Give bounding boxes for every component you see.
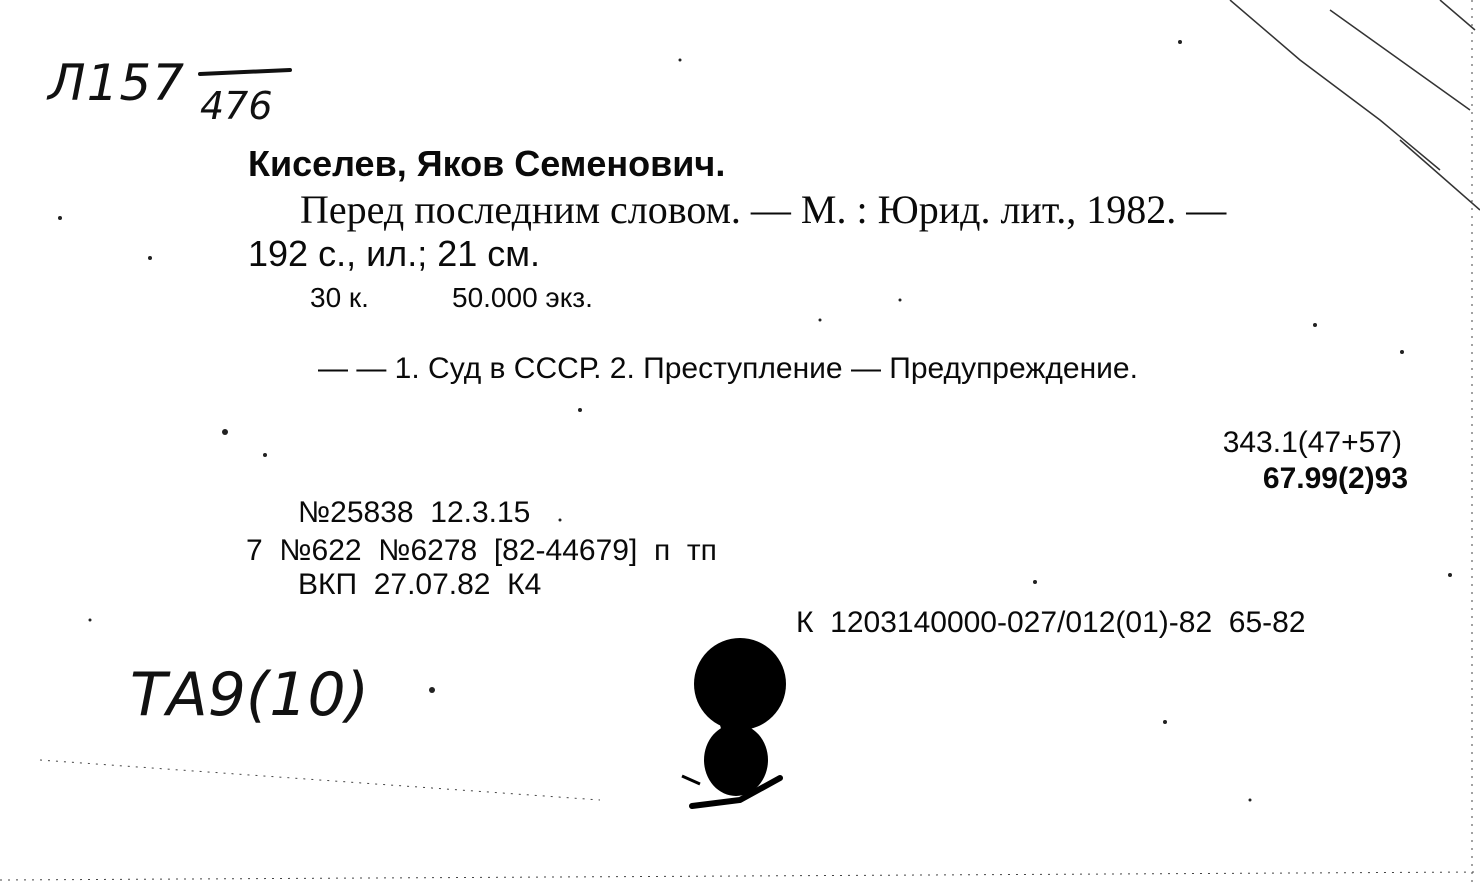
author-heading: Киселев, Яков Семенович. <box>248 143 726 184</box>
imprint-code: К 1203140000-027/012(01)-82 65-82 <box>796 606 1306 639</box>
accession-line-1: №25838 12.3.15 <box>298 496 531 529</box>
bbk-code: 67.99(2)93 <box>1262 462 1408 495</box>
title-publication-line: Перед последним словом. — М. : Юрид. лит., 1982. — <box>300 187 1227 232</box>
print-run: 50.000 экз. <box>452 282 593 313</box>
accession-line-3: ВКП 27.07.82 К4 <box>298 568 542 601</box>
handwritten-shelf-mark-top: Л157 <box>48 54 186 112</box>
handwritten-shelf-mark-bottom: ТА9(10) <box>130 660 370 730</box>
handwritten-shelf-mark-fraction: 476 <box>200 84 273 128</box>
accession-line-2: 7 №622 №6278 [82-44679] п тп <box>246 534 717 567</box>
physical-description: 192 с., ил.; 21 см. <box>248 233 540 274</box>
subject-headings: — — 1. Суд в СССР. 2. Преступление — Предупреждение. <box>318 352 1138 385</box>
price: 30 к. <box>310 282 369 313</box>
udc-code: 343.1(47+57) <box>1222 426 1402 459</box>
